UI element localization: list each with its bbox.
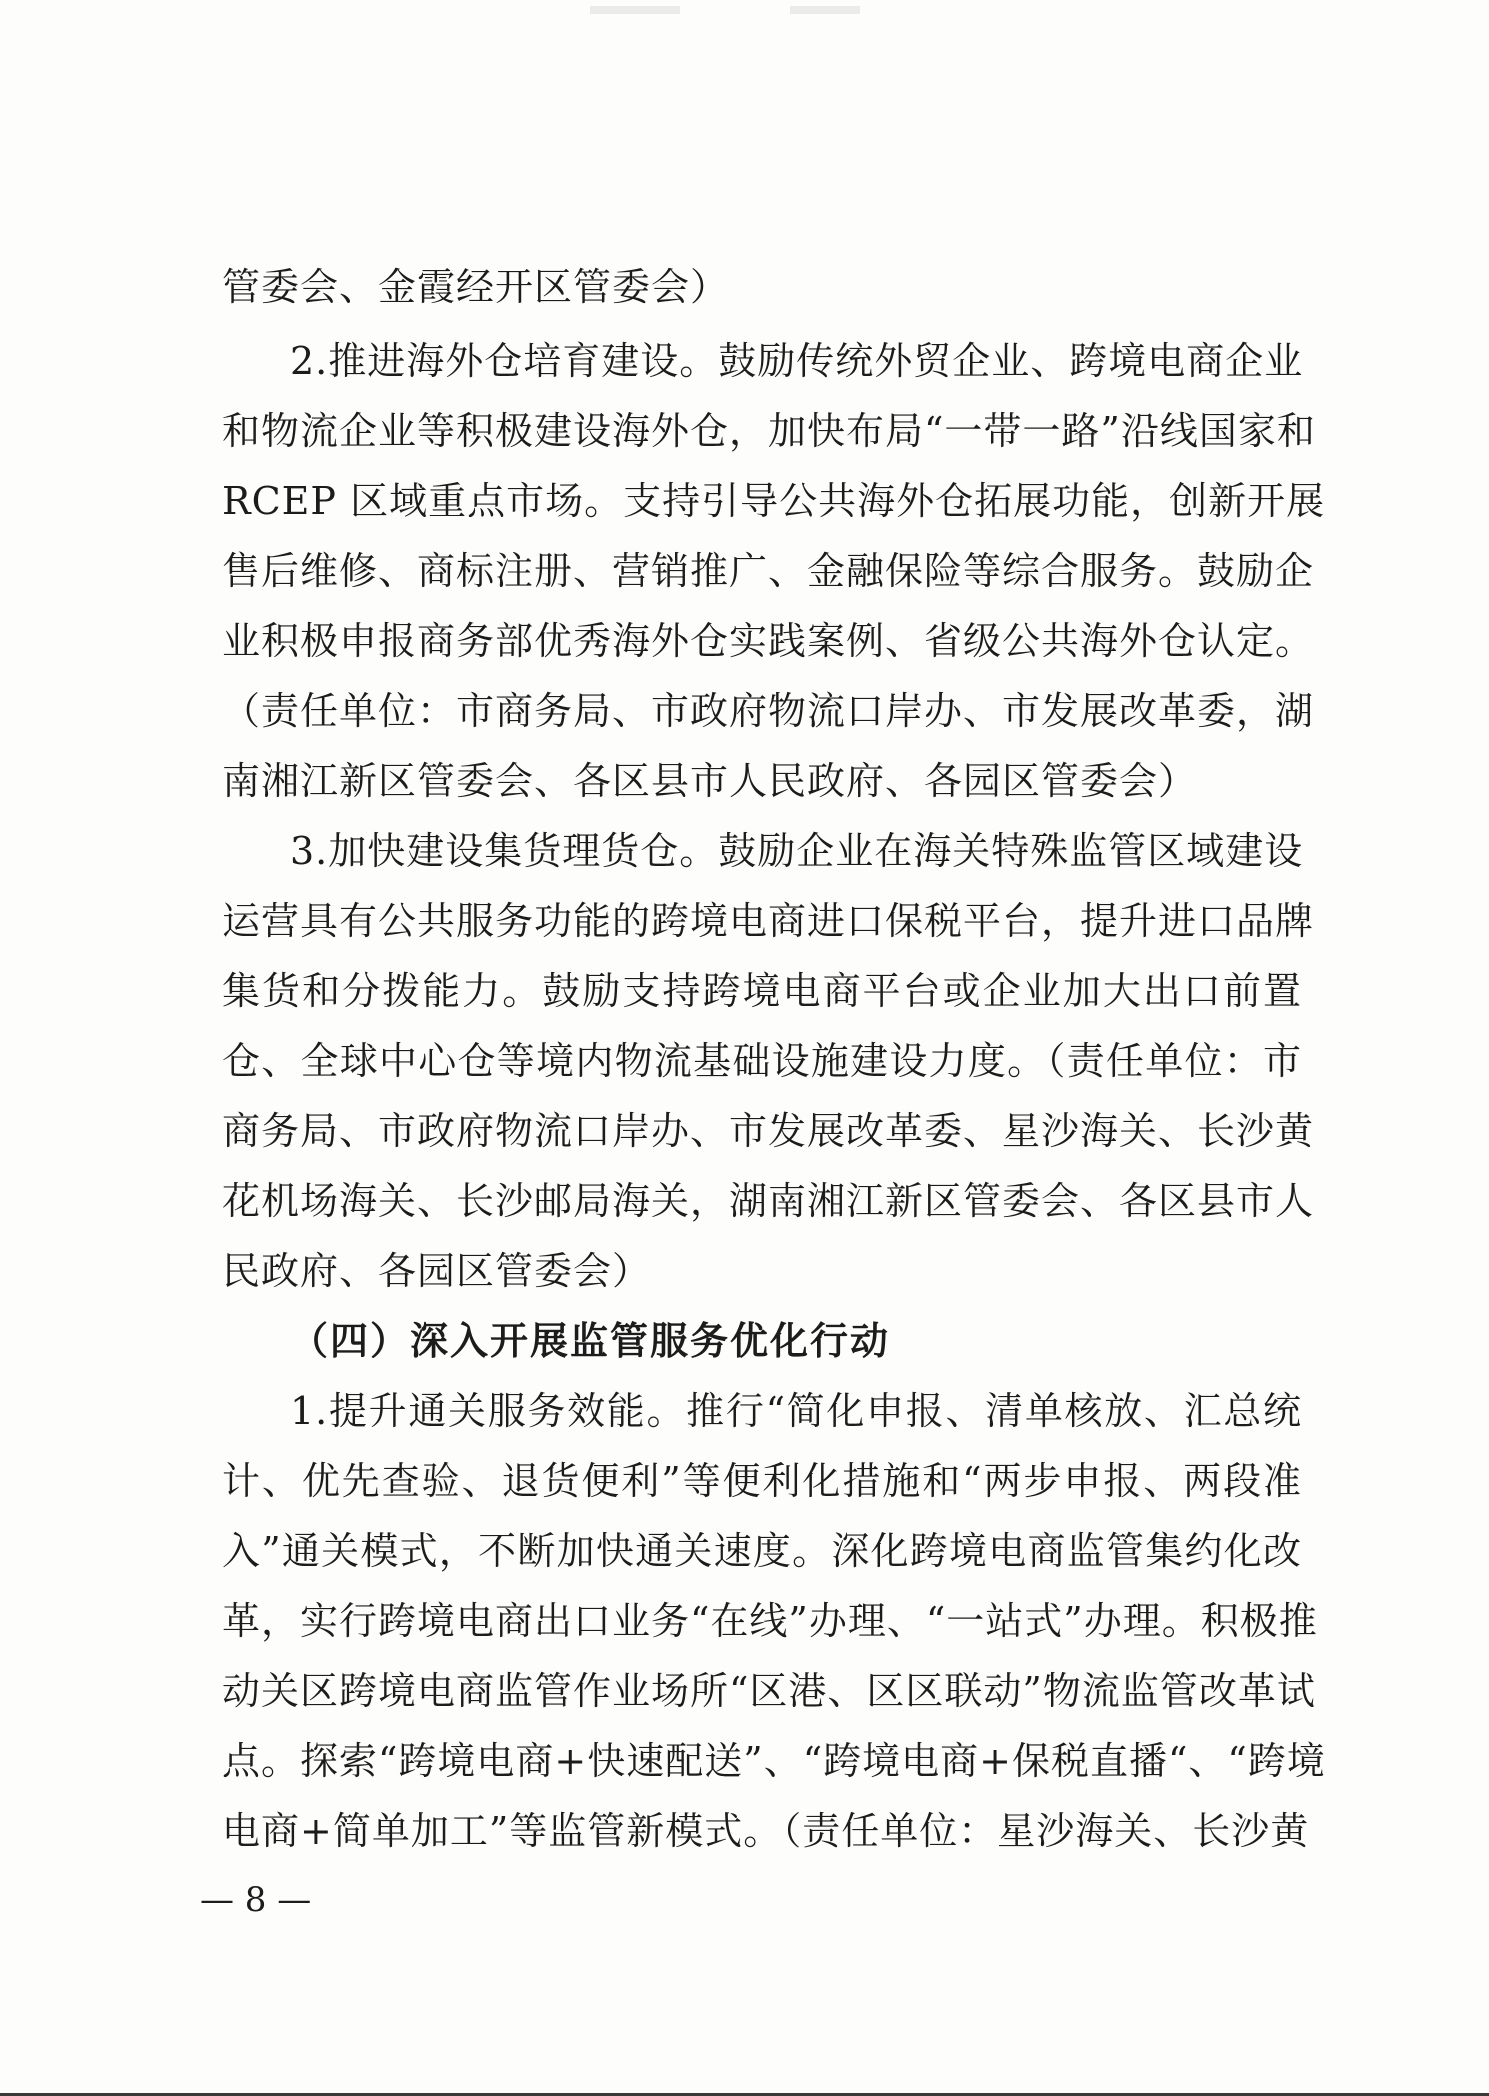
text-line: （责任单位：市商务局、市政府物流口岸办、市发展改革委，湖 <box>222 689 1315 733</box>
text-line: 计、优先查验、退货便利”等便利化措施和“两步申报、两段准 <box>222 1459 1302 1503</box>
text-line: 民政府、各园区管委会） <box>222 1249 652 1293</box>
text-line: 南湘江新区管委会、各区县市人民政府、各园区管委会） <box>222 759 1198 803</box>
text-line: 商务局、市政府物流口岸办、市发展改革委、星沙海关、长沙黄 <box>222 1109 1315 1153</box>
text-line: 业积极申报商务部优秀海外仓实践案例、省级公共海外仓认定。 <box>222 619 1315 663</box>
text-line: 花机场海关、长沙邮局海关，湖南湘江新区管委会、各区县市人 <box>222 1179 1315 1223</box>
text-line: 运营具有公共服务功能的跨境电商进口保税平台，提升进口品牌 <box>222 899 1315 943</box>
text-line: 3.加快建设集货理货仓。鼓励企业在海关特殊监管区域建设 <box>290 829 1304 873</box>
text-line: 电商+简单加工”等监管新模式。（责任单位：星沙海关、长沙黄 <box>222 1809 1310 1853</box>
section-heading: （四）深入开展监管服务优化行动 <box>290 1319 891 1363</box>
scan-artifact <box>590 6 680 14</box>
scan-artifact <box>790 6 860 14</box>
text-line: 1.提升通关服务效能。推行“简化申报、清单核放、汇总统 <box>290 1389 1302 1433</box>
text-line: 集货和分拨能力。鼓励支持跨境电商平台或企业加大出口前置 <box>222 969 1302 1013</box>
text-line: 仓、全球中心仓等境内物流基础设施建设力度。（责任单位：市 <box>222 1039 1302 1083</box>
text-line: 管委会、金霞经开区管委会） <box>222 265 730 309</box>
text-line: 革，实行跨境电商出口业务“在线”办理、“一站式”办理。积极推 <box>222 1599 1318 1643</box>
text-line: 售后维修、商标注册、营销推广、金融保险等综合服务。鼓励企 <box>222 549 1315 593</box>
text-line: 动关区跨境电商监管作业场所“区港、区区联动”物流监管改革试 <box>222 1669 1316 1713</box>
text-line: 和物流企业等积极建设海外仓，加快布局“一带一路”沿线国家和 <box>222 409 1316 453</box>
text-line: 入”通关模式，不断加快通关速度。深化跨境电商监管集约化改 <box>222 1529 1302 1573</box>
text-line: 2.推进海外仓培育建设。鼓励传统外贸企业、跨境电商企业 <box>290 339 1304 383</box>
text-line: RCEP 区域重点市场。支持引导公共海外仓拓展功能，创新开展 <box>222 479 1326 523</box>
page-number: — 8 — <box>200 1880 312 1920</box>
text-line: 点。探索“跨境电商+快速配送”、“跨境电商+保税直播“、“跨境 <box>222 1739 1326 1783</box>
